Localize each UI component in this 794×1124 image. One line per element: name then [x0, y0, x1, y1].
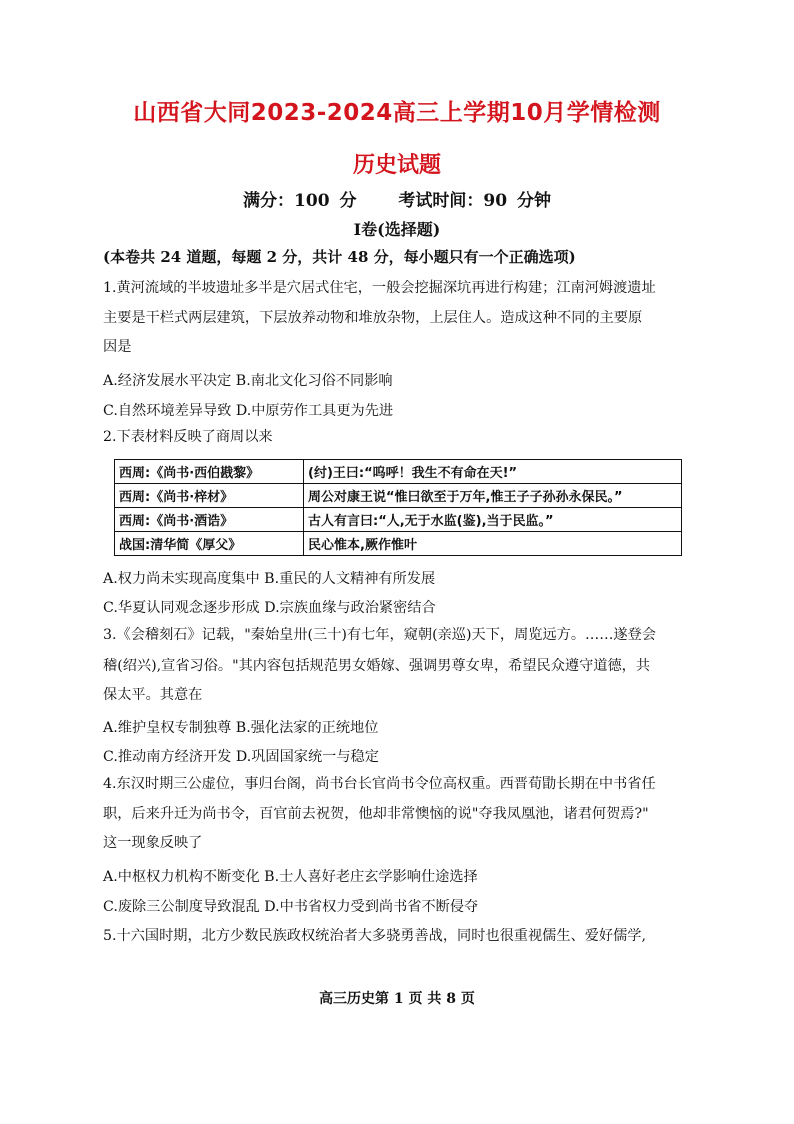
q1-line-3: 因是 — [103, 339, 132, 355]
q3-line-2: 稽(绍兴),宣省习俗。"其内容包括规范男女婚嫁、强调男尊女卑，希望民众遵守道德，共 — [103, 658, 651, 674]
table-cell-source: 西周:《尚书·酒诰》 — [115, 508, 304, 532]
table-row — [115, 460, 682, 484]
table-cell-source: 战国:清华简《厚父》 — [115, 532, 304, 556]
q1-options-cd: C.自然环境差异导致 D.中原劳作工具更为先进 — [103, 403, 394, 419]
q3-line-1: 3.《会稽刻石》记载，"秦始皇卅(三十)有七年，窥朝(亲巡)天下，周览远方。……遂登会 — [103, 627, 656, 643]
table-cell-content: 古人有言曰:“人,无于水监(鉴),当于民监。” — [304, 508, 682, 532]
table-row — [115, 484, 682, 508]
table-cell-content: 民心惟本,厥作惟叶 — [304, 532, 682, 556]
score-time-line — [0, 186, 794, 211]
q4-options-cd: C.废除三公制度导致混乱 D.中书省权力受到尚书省不断侵夺 — [103, 899, 479, 915]
q5-line-1: 5.十六国时期，北方少数民族政权统治者大多骁勇善战，同时也很重视儒生、爱好儒学, — [103, 928, 646, 944]
q2-options-ab: A.权力尚未实现高度集中 B.重民的人文精神有所发展 — [103, 571, 436, 587]
q2-options-cd: C.华夏认同观念逐步形成 D.宗族血缘与政治紧密结合 — [103, 600, 436, 616]
q4-line-1: 4.东汉时期三公虚位，事归台阁，尚书台长官尚书令位高权重。西晋荀勖长期在中书省任 — [103, 776, 656, 792]
q4-options-ab: A.中枢权力机构不断变化 B.士人喜好老庄玄学影响仕途选择 — [103, 869, 478, 885]
section-heading: Ⅰ卷(选择题) — [353, 220, 441, 239]
full-marks: 满分：100 分 — [243, 191, 357, 211]
table-cell-content: 周公对康王说“惟曰欲至于万年,惟王子子孙孙永保民。” — [304, 484, 682, 508]
q1-options-ab: A.经济发展水平决定 B.南北文化习俗不同影响 — [103, 373, 393, 389]
source-table — [114, 459, 682, 556]
q3-options-ab: A.维护皇权专制独尊 B.强化法家的正统地位 — [103, 720, 379, 736]
instructions: (本卷共 24 道题，每题 2 分，共计 48 分，每小题只有一个正确选项) — [103, 248, 576, 266]
exam-title: 山西省大同2023-2024高三上学期10月学情检测 — [133, 100, 661, 126]
q4-line-2: 职，后来升迁为尚书令，百官前去祝贺，他却非常懊恼的说"夺我凤凰池，诸君何贺焉?" — [103, 806, 649, 822]
q3-options-cd: C.推动南方经济开发 D.巩固国家统一与稳定 — [103, 749, 379, 765]
table-cell-source: 西周:《尚书·梓材》 — [115, 484, 304, 508]
table-cell-content: (纣)王曰:“呜呼！我生不有命在天!” — [304, 460, 682, 484]
exam-time: 考试时间：90 分钟 — [398, 191, 551, 211]
table-row — [115, 508, 682, 532]
q2-stem: 2.下表材料反映了商周以来 — [103, 429, 273, 445]
q1-line-2: 主要是干栏式两层建筑，下层放养动物和堆放杂物，上层住人。造成这种不同的主要原 — [103, 310, 643, 326]
table-cell-source: 西周:《尚书·西伯戡黎》 — [115, 460, 304, 484]
table-row — [115, 532, 682, 556]
q3-line-3: 保太平。其意在 — [103, 687, 203, 703]
subject-title: 历史试题 — [352, 153, 441, 178]
q1-line-1: 1.黄河流域的半坡遗址多半是穴居式住宅，一般会挖掘深坑再进行构建；江南河姆渡遗址 — [103, 280, 656, 296]
page-footer: 高三历史第 1 页 共 8 页 — [319, 991, 475, 1007]
q4-line-3: 这一现象反映了 — [103, 835, 203, 851]
